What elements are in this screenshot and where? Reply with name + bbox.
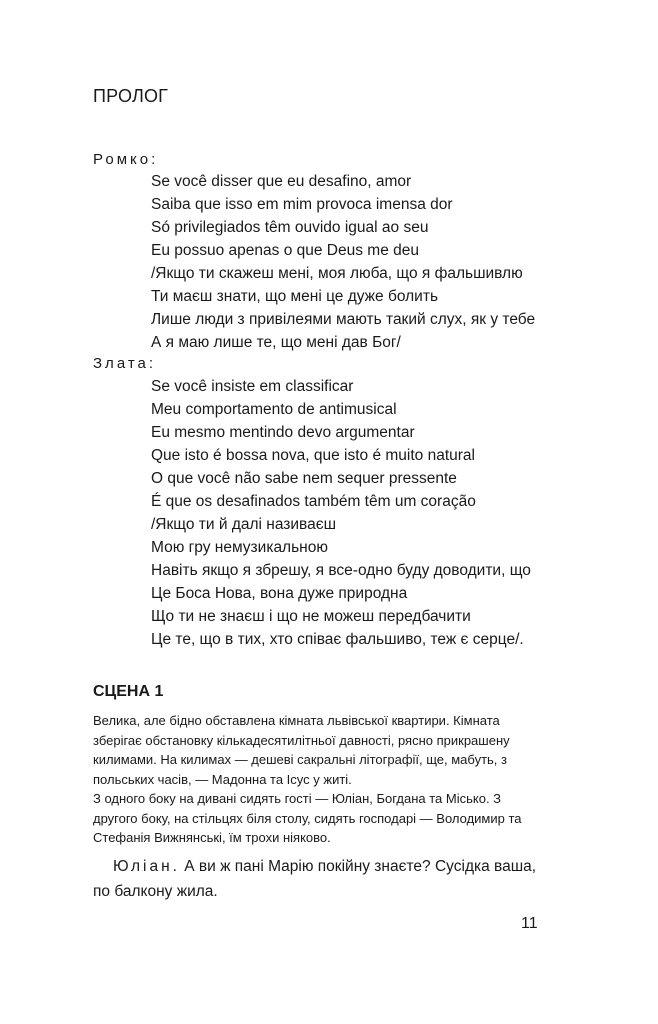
romko-verse [151, 170, 535, 354]
verse-line: Se você insiste em classificar [151, 378, 354, 395]
verse-line: Se você disser que eu desafino, amor [151, 173, 412, 190]
prologue-title: ПРОЛОГ [93, 86, 169, 106]
page-number: 11 [521, 915, 538, 932]
verse-line: Eu possuo apenas o que Deus me deu [151, 242, 419, 259]
speaker-romko: Ромко: [93, 151, 159, 168]
verse-line: Ти маєш знати, що мені це дуже болить [151, 288, 439, 305]
verse-line: Que isto é bossa nova, que isto é muito natural [151, 447, 475, 464]
verse-line: Meu comportamento de antimusical [151, 401, 397, 418]
zlata-verse [151, 375, 531, 651]
verse-line: O que você não sabe nem sequer pressente [151, 470, 457, 487]
verse-line: /Якщо ти скажеш мені, моя люба, що я фальшивлю [151, 265, 523, 282]
stage-direction-paragraph: Велика, але бідно обставлена кімната львівської квартири. Кімната зберігає обстановку кількадесятилітньої давності, рясно прикрашену килимами. На килимах — дешеві сакральні літографії, ще, мабуть, з польських часів, — Мадонна та Ісус у житі. [93, 713, 510, 787]
scene-title: СЦЕНА 1 [93, 683, 164, 700]
verse-line: Навіть якщо я збрешу, я все-одно буду доводити, що [151, 562, 531, 579]
verse-line: Це Боса Нова, вона дуже природна [151, 585, 408, 602]
verse-line: Лише люди з привілеями мають такий слух, як у тебе [151, 311, 536, 328]
dialogue-speaker: Юліан. [113, 858, 180, 875]
verse-line: Мою гру немузикальною [151, 539, 328, 556]
speaker-zlata: Злата: [93, 355, 157, 372]
stage-directions [93, 711, 549, 848]
verse-line: Eu mesmo mentindo devo argumentar [151, 424, 415, 441]
verse-line: Це те, що в тих, хто співає фальшиво, теж є серце/. [151, 631, 524, 648]
verse-line: /Якщо ти й далі називаєш [151, 516, 337, 533]
verse-line: Saiba que isso em mim provoca imensa dor [151, 196, 453, 213]
verse-line: Що ти не знаєш і що не можеш передбачити [151, 608, 471, 625]
verse-line: А я маю лише те, що мені дав Бог/ [151, 334, 401, 351]
stage-direction-paragraph: З одного боку на дивані сидять гості — Юліан, Богдана та Місько. З другого боку, на стільцях біля столу, сидять господарі — Володимир та Стефанія Вижнянські, їм трохи ніяково. [93, 791, 522, 845]
verse-line: É que os desafinados também têm um coração [151, 493, 476, 510]
verse-line: Só privilegiados têm ouvido igual ao seu [151, 219, 429, 236]
dialogue-line [93, 854, 549, 904]
dialogue-text: А ви ж пані Марію покійну знаєте? Сусідка ваша, по балкону жила. [93, 858, 537, 900]
